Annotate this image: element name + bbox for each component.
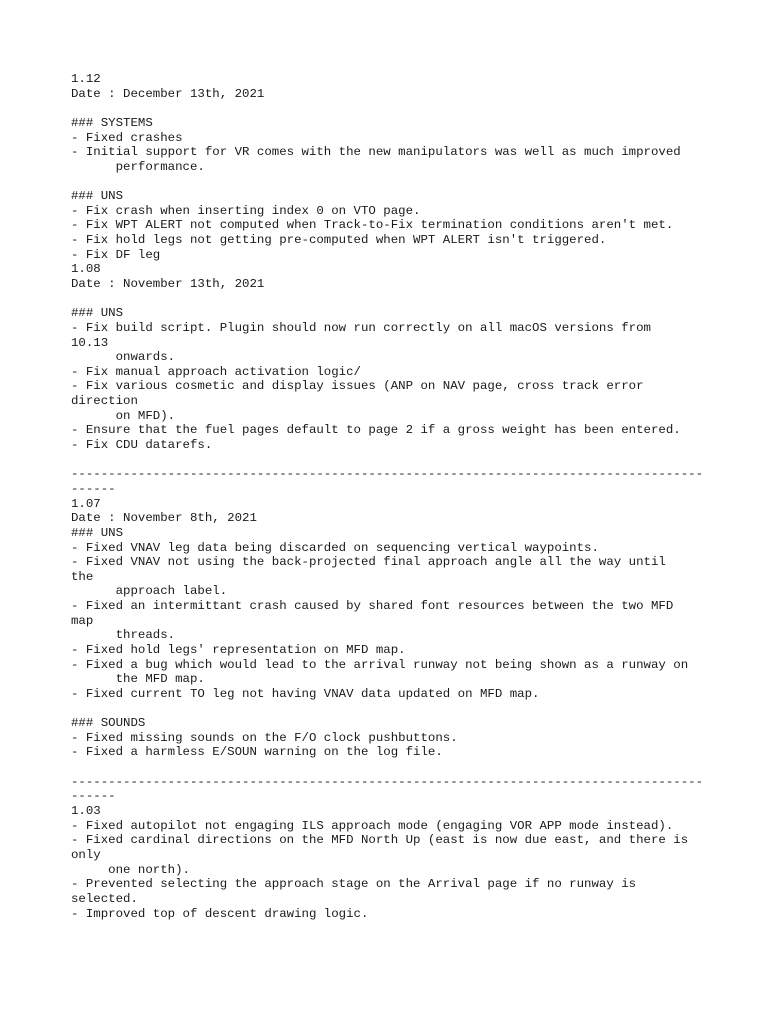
changelog-entry-continuation: approach label. — [71, 584, 228, 599]
changelog-entry-continuation: one north). — [71, 862, 190, 877]
blank-line — [71, 174, 711, 189]
changelog-entry: - Initial support for VR comes with the new manipulators was well as much improved — [71, 145, 681, 160]
separator-line-continuation: ------ — [71, 481, 116, 496]
separator-line: ------------------------------------------------------------------------------------- — [71, 774, 704, 789]
changelog-entry-continuation: on MFD). — [71, 408, 176, 423]
release-date: Date : November 8th, 2021 — [71, 511, 257, 526]
separator-line: ------------------------------------------------------------------------------------- — [71, 467, 704, 482]
changelog-entry: - Improved top of descent drawing logic. — [71, 906, 369, 921]
version-heading: 1.07 — [71, 496, 101, 511]
section-heading: ### SOUNDS — [71, 716, 146, 731]
changelog-entry: - Fix build script. Plugin should now run correctly on all macOS versions from — [71, 320, 651, 335]
changelog-entry: - Fix DF leg — [71, 247, 161, 262]
changelog-entry: - Fixed hold legs' representation on MFD map. — [71, 642, 406, 657]
section-heading: ### UNS — [71, 189, 124, 204]
changelog-entry-continuation: map — [71, 613, 94, 628]
release-date: Date : December 13th, 2021 — [71, 86, 265, 101]
version-heading: 1.03 — [71, 804, 101, 819]
version-heading: 1.12 — [71, 72, 101, 86]
section-heading: ### UNS — [71, 525, 124, 540]
blank-line — [71, 702, 711, 717]
changelog-entry: - Fixed crashes — [71, 130, 183, 145]
changelog-entry: - Fixed autopilot not engaging ILS approach mode (engaging VOR APP mode instead). — [71, 818, 674, 833]
changelog-entry: - Fixed a harmless E/SOUN warning on the log file. — [71, 745, 443, 760]
changelog-entry: - Fixed an intermittant crash caused by shared font resources between the two MFD — [71, 599, 674, 614]
changelog-entry-continuation: threads. — [71, 628, 176, 643]
changelog-entry-continuation: 10.13 — [71, 335, 109, 350]
release-date: Date : November 13th, 2021 — [71, 276, 265, 291]
blank-line — [71, 453, 711, 468]
changelog-entry-continuation: onwards. — [71, 350, 176, 365]
changelog-entry: - Fixed VNAV not using the back-projected final approach angle all the way until — [71, 555, 666, 570]
changelog-entry: - Fixed missing sounds on the F/O clock pushbuttons. — [71, 730, 458, 745]
section-heading: ### SYSTEMS — [71, 115, 153, 130]
changelog-entry: - Ensure that the fuel pages default to page 2 if a gross weight has been entered. — [71, 423, 681, 438]
changelog-entry: - Fix crash when inserting index 0 on VTO page. — [71, 203, 421, 218]
changelog-entry: - Fix manual approach activation logic/ — [71, 364, 361, 379]
blank-line — [71, 760, 711, 775]
changelog-document — [71, 72, 711, 921]
changelog-entry: - Fixed VNAV leg data being discarded on sequencing vertical waypoints. — [71, 540, 599, 555]
changelog-entry: - Fixed a bug which would lead to the arrival runway not being shown as a runway on — [71, 657, 689, 672]
blank-line — [71, 101, 711, 116]
changelog-entry-continuation: only — [71, 847, 101, 862]
changelog-entry: - Fix WPT ALERT not computed when Track-to-Fix termination conditions aren't met. — [71, 218, 674, 233]
changelog-entry: - Fixed current TO leg not having VNAV data updated on MFD map. — [71, 686, 540, 701]
separator-line-continuation: ------ — [71, 789, 116, 804]
version-heading: 1.08 — [71, 262, 101, 277]
changelog-entry: - Fixed cardinal directions on the MFD North Up (east is now due east, and there is — [71, 833, 689, 848]
section-heading: ### UNS — [71, 306, 124, 321]
changelog-entry-continuation: performance. — [71, 159, 205, 174]
changelog-entry-continuation: the — [71, 569, 94, 584]
blank-line — [71, 292, 711, 307]
changelog-entry-continuation: the MFD map. — [71, 672, 205, 687]
changelog-entry-continuation: direction — [71, 394, 138, 409]
changelog-entry-continuation: selected. — [71, 891, 138, 906]
changelog-entry: - Fix various cosmetic and display issues (ANP on NAV page, cross track error — [71, 379, 644, 394]
changelog-entry: - Prevented selecting the approach stage on the Arrival page if no runway is — [71, 877, 637, 892]
changelog-entry: - Fix CDU datarefs. — [71, 438, 213, 453]
changelog-entry: - Fix hold legs not getting pre-computed when WPT ALERT isn't triggered. — [71, 233, 607, 248]
